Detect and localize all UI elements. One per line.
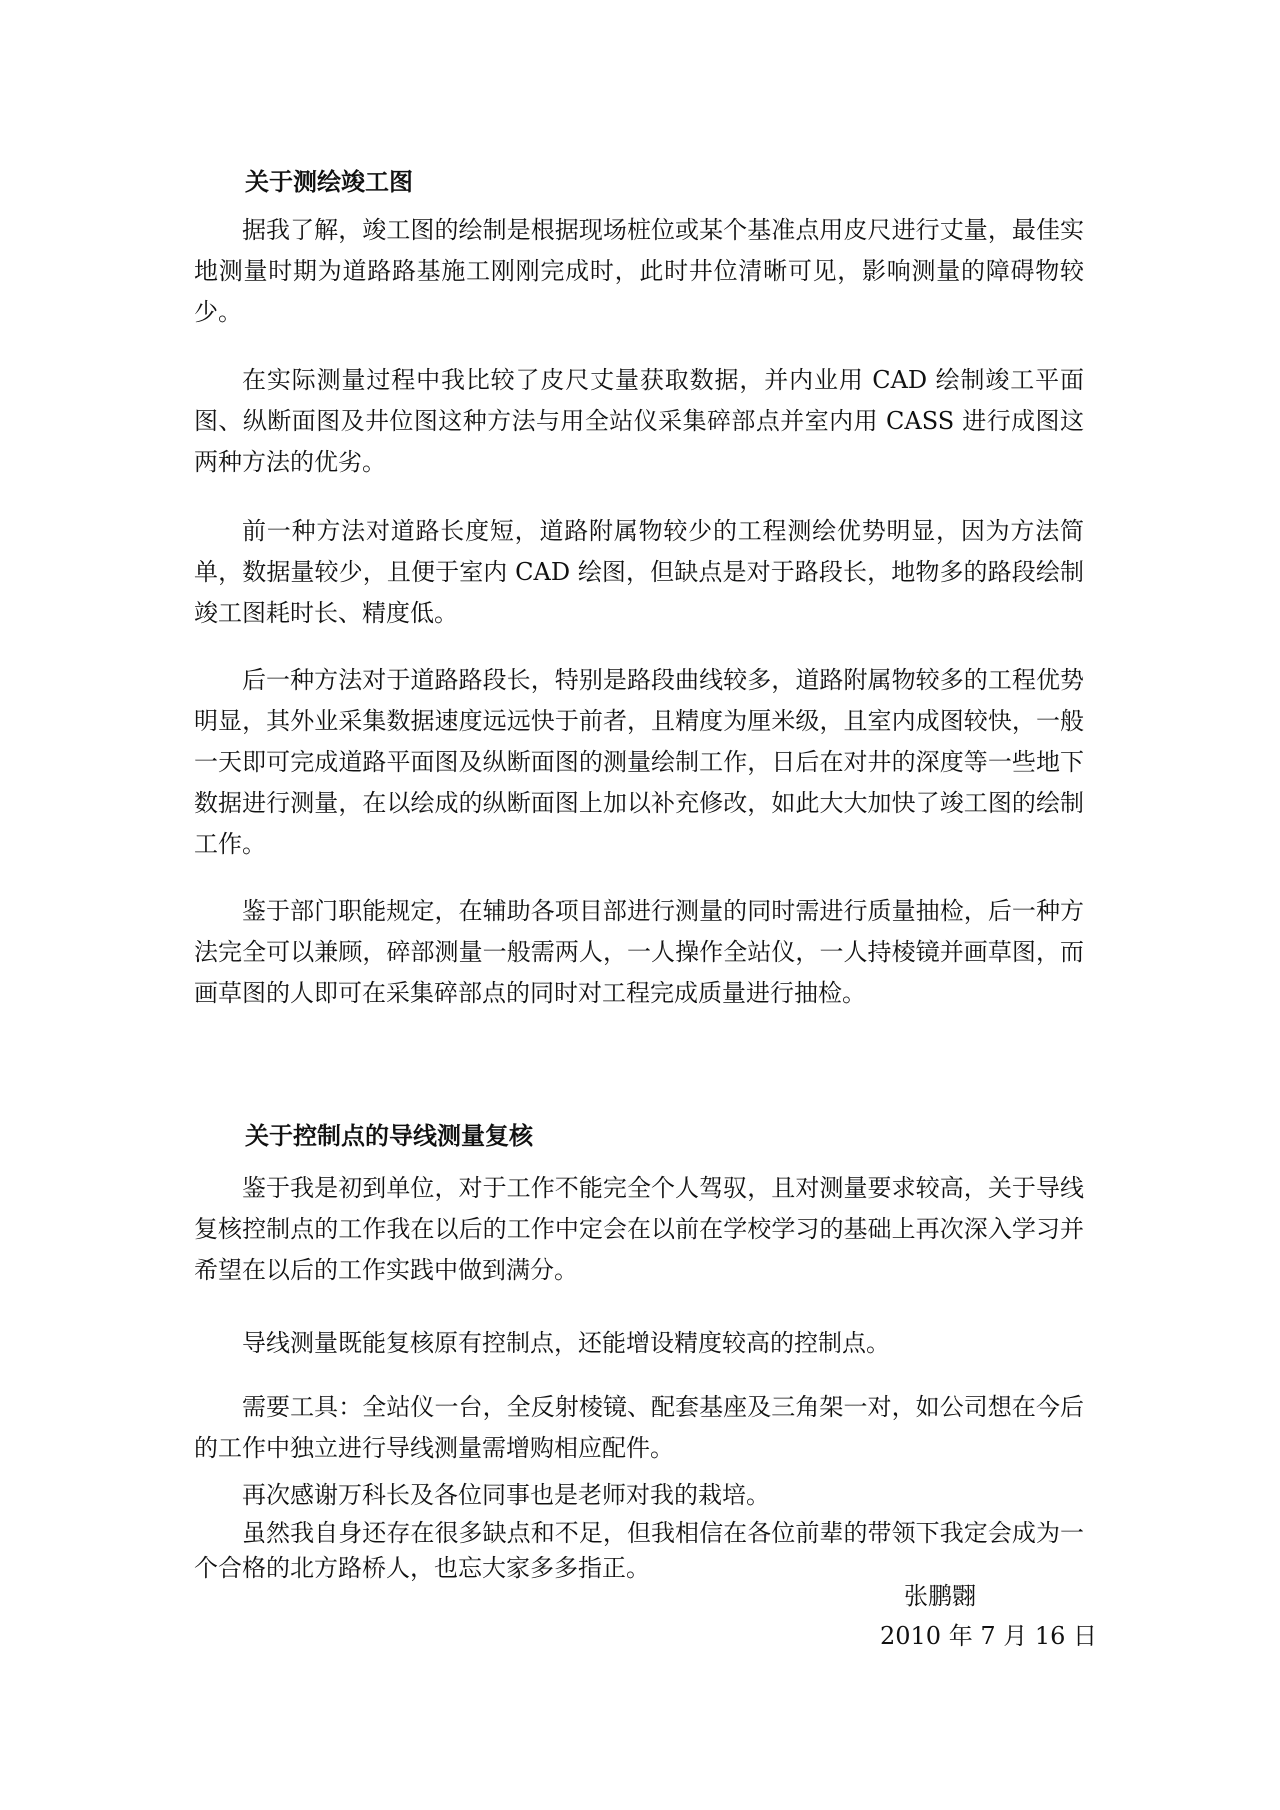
paragraph: 在实际测量过程中我比较了皮尺丈量获取数据，并内业用 CAD 绘制竣工平面图、纵断面图及井位图这种方法与用全站仪采集碎部点并室内用 CASS 进行成图这两种方法的优劣。 (194, 366, 1084, 476)
signature-date: 2010 年 7 月 16 日 (880, 1622, 1098, 1650)
paragraph: 再次感谢万科长及各位同事也是老师对我的栽培。 (242, 1481, 770, 1509)
paragraph: 虽然我自身还存在很多缺点和不足，但我相信在各位前辈的带领下我定会成为一个合格的北方路桥人，也忘大家多多指正。 (194, 1519, 1084, 1582)
paragraph: 前一种方法对道路长度短，道路附属物较少的工程测绘优势明显，因为方法简单，数据量较少，且便于室内 CAD 绘图，但缺点是对于路段长，地物多的路段绘制竣工图耗时长、精度低。 (194, 517, 1084, 627)
section-heading-as-built-drawing: 关于测绘竣工图 (245, 167, 413, 196)
paragraph: 鉴于我是初到单位，对于工作不能完全个人驾驭，且对测量要求较高，关于导线复核控制点的工作我在以后的工作中定会在以前在学校学习的基础上再次深入学习并希望在以后的工作实践中做到满分。 (194, 1174, 1084, 1284)
paragraph: 后一种方法对于道路路段长，特别是路段曲线较多，道路附属物较多的工程优势明显，其外业采集数据速度远远快于前者，且精度为厘米级，且室内成图较快，一般一天即可完成道路平面图及纵断面图的测量绘制工作，日后在对井的深度等一些地下数据进行测量，在以绘成的纵断面图上加以补充修改，如此大大加快了竣工图的绘制工作。 (194, 666, 1084, 858)
signature-name: 张鹏翾 (904, 1582, 976, 1610)
paragraph: 需要工具：全站仪一台，全反射棱镜、配套基座及三角架一对，如公司想在今后的工作中独立进行导线测量需增购相应配件。 (194, 1393, 1084, 1462)
paragraph: 据我了解，竣工图的绘制是根据现场桩位或某个基准点用皮尺进行丈量，最佳实地测量时期为道路路基施工刚刚完成时，此时井位清晰可见，影响测量的障碍物较少。 (194, 216, 1084, 326)
section-heading-control-point-traverse: 关于控制点的导线测量复核 (245, 1121, 533, 1150)
paragraph: 导线测量既能复核原有控制点，还能增设精度较高的控制点。 (242, 1329, 890, 1357)
paragraph: 鉴于部门职能规定，在辅助各项目部进行测量的同时需进行质量抽检，后一种方法完全可以兼顾，碎部测量一般需两人，一人操作全站仪，一人持棱镜并画草图，而画草图的人即可在采集碎部点的同时对工程完成质量进行抽检。 (194, 897, 1084, 1007)
